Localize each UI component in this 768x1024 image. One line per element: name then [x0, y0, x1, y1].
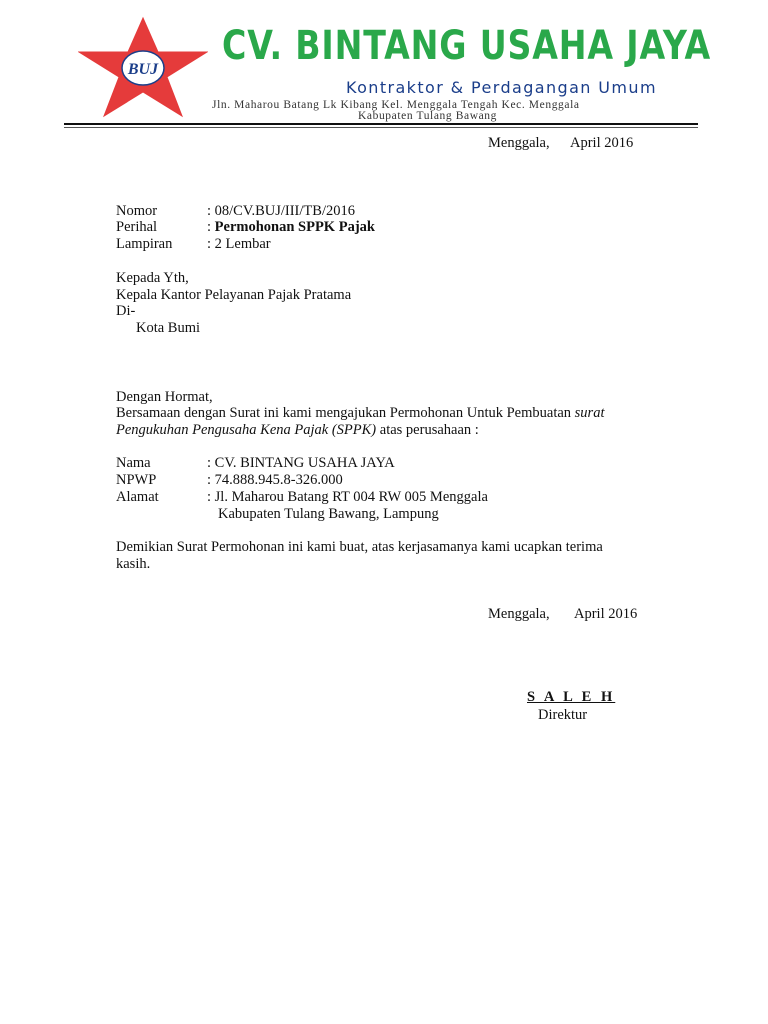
date-top: April 2016	[570, 135, 634, 151]
alamat-value: : Jl. Maharou Batang RT 004 RW 005 Menggala	[207, 489, 488, 505]
npwp-label: NPWP	[116, 472, 157, 488]
nama-label: Nama	[116, 455, 151, 471]
recipient-city: Kota Bumi	[136, 320, 201, 336]
perihal-label: Perihal	[116, 219, 158, 235]
nomor-label: Nomor	[116, 203, 158, 219]
logo-text: BUJ	[127, 61, 159, 78]
recipient-greeting: Kepada Yth,	[116, 270, 189, 286]
alamat-value-line2: Kabupaten Tulang Bawang, Lampung	[218, 506, 439, 522]
company-tagline: Kontraktor & Perdagangan Umum	[346, 78, 657, 97]
opening-salutation: Dengan Hormat,	[116, 389, 213, 405]
date-bottom: April 2016	[574, 606, 638, 622]
company-name: CV. BINTANG USAHA JAYA	[222, 23, 712, 69]
nama-value: : CV. BINTANG USAHA JAYA	[207, 455, 395, 471]
company-address-line1: Jln. Maharou Batang Lk Kibang Kel. Menggala Tengah Kec. Menggala	[212, 99, 580, 111]
lampiran-value: : 2 Lembar	[207, 236, 271, 252]
lampiran-label: Lampiran	[116, 236, 173, 252]
signatory-title: Direktur	[538, 707, 588, 723]
company-address-line2: Kabupaten Tulang Bawang	[358, 110, 498, 122]
recipient-di: Di-	[116, 303, 136, 319]
letterhead-divider-thin	[64, 127, 698, 128]
closing-line1: Demikian Surat Permohonan ini kami buat, atas kerjasamanya kami ucapkan terima	[116, 539, 603, 555]
npwp-value: : 74.888.945.8-326.000	[207, 472, 343, 488]
alamat-label: Alamat	[116, 489, 159, 505]
nomor-value: : 08/CV.BUJ/III/TB/2016	[207, 203, 355, 219]
recipient-office: Kepala Kantor Pelayanan Pajak Pratama	[116, 287, 352, 303]
body-paragraph-line1: Bersamaan dengan Surat ini kami mengajukan Permohonan Untuk Pembuatan surat	[116, 405, 605, 421]
closing-line2: kasih.	[116, 556, 151, 572]
company-logo	[78, 16, 208, 118]
place-bottom: Menggala,	[488, 606, 550, 622]
letterhead-divider	[64, 123, 698, 125]
perihal-value: : Permohonan SPPK Pajak	[207, 219, 375, 235]
body-paragraph-line2: Pengukuhan Pengusaha Kena Pajak (SPPK) atas perusahaan :	[116, 422, 479, 438]
place-top: Menggala,	[488, 135, 550, 151]
signatory-name: S A L E H	[527, 689, 616, 705]
